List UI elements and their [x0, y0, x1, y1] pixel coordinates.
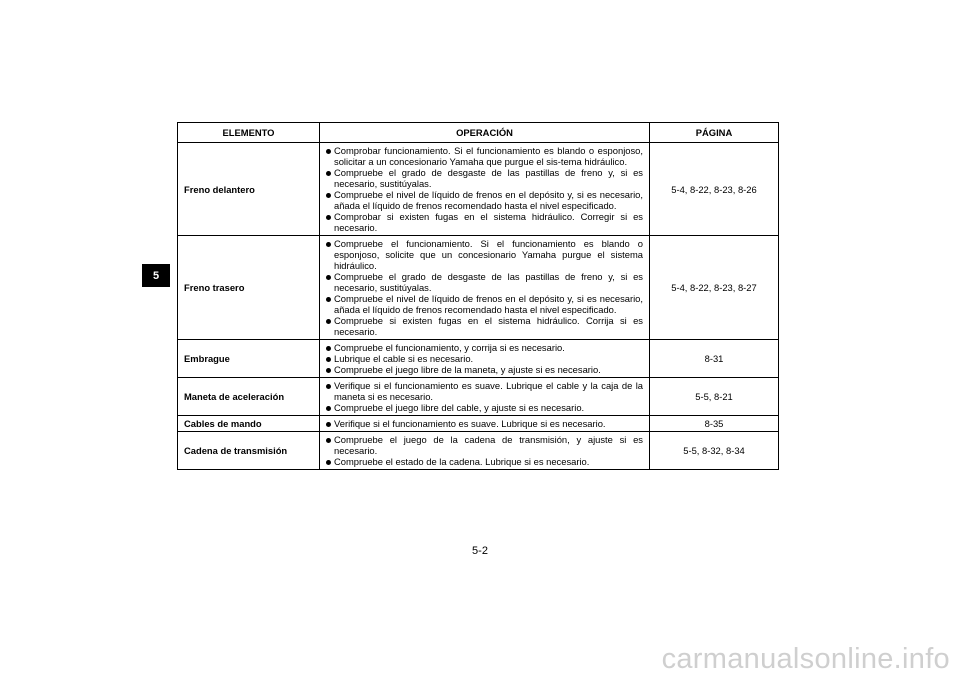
row-operations — [320, 378, 650, 416]
bullet-icon — [326, 319, 331, 324]
bullet-icon — [326, 149, 331, 154]
table-row — [178, 378, 779, 416]
bullet-icon — [326, 242, 331, 247]
row-page-reference: 5-4, 8-22, 8-23, 8-26 — [650, 143, 779, 236]
operation-text: Verifique si el funcionamiento es suave. Lubrique el cable y la caja de la maneta si es necesario. — [334, 380, 643, 402]
operation-item — [325, 418, 643, 429]
operation-item — [325, 364, 643, 375]
operation-text: Compruebe el juego libre del cable, y ajuste si es necesario. — [334, 402, 585, 413]
row-page-reference: 8-35 — [650, 416, 779, 432]
row-page-reference: 5-4, 8-22, 8-23, 8-27 — [650, 236, 779, 340]
operation-text: Compruebe el estado de la cadena. Lubrique si es necesario. — [334, 456, 590, 467]
operation-list — [325, 418, 643, 429]
bullet-icon — [326, 384, 331, 389]
row-element: Freno delantero — [178, 143, 320, 236]
row-page-reference: 8-31 — [650, 340, 779, 378]
row-page-reference: 5-5, 8-21 — [650, 378, 779, 416]
header-element: ELEMENTO — [178, 123, 320, 143]
chapter-tab: 5 — [142, 264, 170, 287]
table-row — [178, 432, 779, 470]
bullet-icon — [326, 193, 331, 198]
row-operations — [320, 236, 650, 340]
row-operations — [320, 340, 650, 378]
operation-text: Comprobar si existen fugas en el sistema hidráulico. Corregir si es necesario. — [334, 211, 643, 233]
row-element: Maneta de aceleración — [178, 378, 320, 416]
bullet-icon — [326, 438, 331, 443]
operation-item — [325, 353, 643, 364]
operation-text: Compruebe el funcionamiento, y corrija si es necesario. — [334, 342, 565, 353]
row-element: Cables de mando — [178, 416, 320, 432]
operation-item — [325, 380, 643, 402]
operation-text: Compruebe si existen fugas en el sistema hidráulico. Corrija si es necesario. — [334, 315, 643, 337]
bullet-icon — [326, 357, 331, 362]
bullet-icon — [326, 171, 331, 176]
row-operations — [320, 432, 650, 470]
operation-item — [325, 315, 643, 337]
operation-item — [325, 189, 643, 211]
operation-item — [325, 402, 643, 413]
operation-text: Comprobar funcionamiento. Si el funcionamiento es blando o esponjoso, solicitar a un concesionario Yamaha que purgue el sis-tema hidráulico. — [334, 145, 643, 167]
operation-text: Compruebe el grado de desgaste de las pastillas de freno y, si es necesario, sustitúyalas. — [334, 271, 643, 293]
header-operation: OPERACIÓN — [320, 123, 650, 143]
operation-text: Verifique si el funcionamiento es suave. Lubrique si es necesario. — [334, 418, 606, 429]
bullet-icon — [326, 368, 331, 373]
operation-text: Lubrique el cable si es necesario. — [334, 353, 474, 364]
operation-text: Compruebe el funcionamiento. Si el funcionamiento es blando o esponjoso, solicite que un concesionario Yamaha purgue el sistema hidráulico. — [334, 238, 643, 271]
operation-text: Compruebe el nivel de líquido de frenos en el depósito y, si es necesario, añada el líquido de frenos recomendado hasta el nivel especificado. — [334, 293, 643, 315]
table-body — [178, 143, 779, 470]
operation-text: Compruebe el grado de desgaste de las pastillas de freno y, si es necesario, sustitúyalas. — [334, 167, 643, 189]
operation-item — [325, 167, 643, 189]
header-page: PÁGINA — [650, 123, 779, 143]
row-element: Freno trasero — [178, 236, 320, 340]
row-element: Embrague — [178, 340, 320, 378]
operation-item — [325, 456, 643, 467]
bullet-icon — [326, 422, 331, 427]
operation-item — [325, 238, 643, 271]
row-page-reference: 5-5, 8-32, 8-34 — [650, 432, 779, 470]
operation-list — [325, 434, 643, 467]
operation-list — [325, 238, 643, 337]
operation-item — [325, 145, 643, 167]
table-row — [178, 143, 779, 236]
bullet-icon — [326, 346, 331, 351]
watermark: carmanualsonline.info — [661, 643, 950, 675]
bullet-icon — [326, 406, 331, 411]
operation-list — [325, 380, 643, 413]
operation-item — [325, 342, 643, 353]
bullet-icon — [326, 460, 331, 465]
bullet-icon — [326, 297, 331, 302]
operation-item — [325, 293, 643, 315]
page-number: 5-2 — [472, 545, 488, 557]
operation-list — [325, 342, 643, 375]
operation-text: Compruebe el juego libre de la maneta, y ajuste si es necesario. — [334, 364, 601, 375]
operation-list — [325, 145, 643, 233]
row-element: Cadena de transmisión — [178, 432, 320, 470]
operation-text: Compruebe el juego de la cadena de transmisión, y ajuste si es necesario. — [334, 434, 643, 456]
row-operations — [320, 416, 650, 432]
operation-text: Compruebe el nivel de líquido de frenos en el depósito y, si es necesario, añada el líquido de frenos recomendado hasta el nivel especificado. — [334, 189, 643, 211]
table-row — [178, 236, 779, 340]
operation-item — [325, 271, 643, 293]
operation-item — [325, 434, 643, 456]
table-row — [178, 340, 779, 378]
table-header-row — [178, 123, 779, 143]
bullet-icon — [326, 215, 331, 220]
inspection-table — [177, 122, 779, 470]
row-operations — [320, 143, 650, 236]
bullet-icon — [326, 275, 331, 280]
table-row — [178, 416, 779, 432]
operation-item — [325, 211, 643, 233]
